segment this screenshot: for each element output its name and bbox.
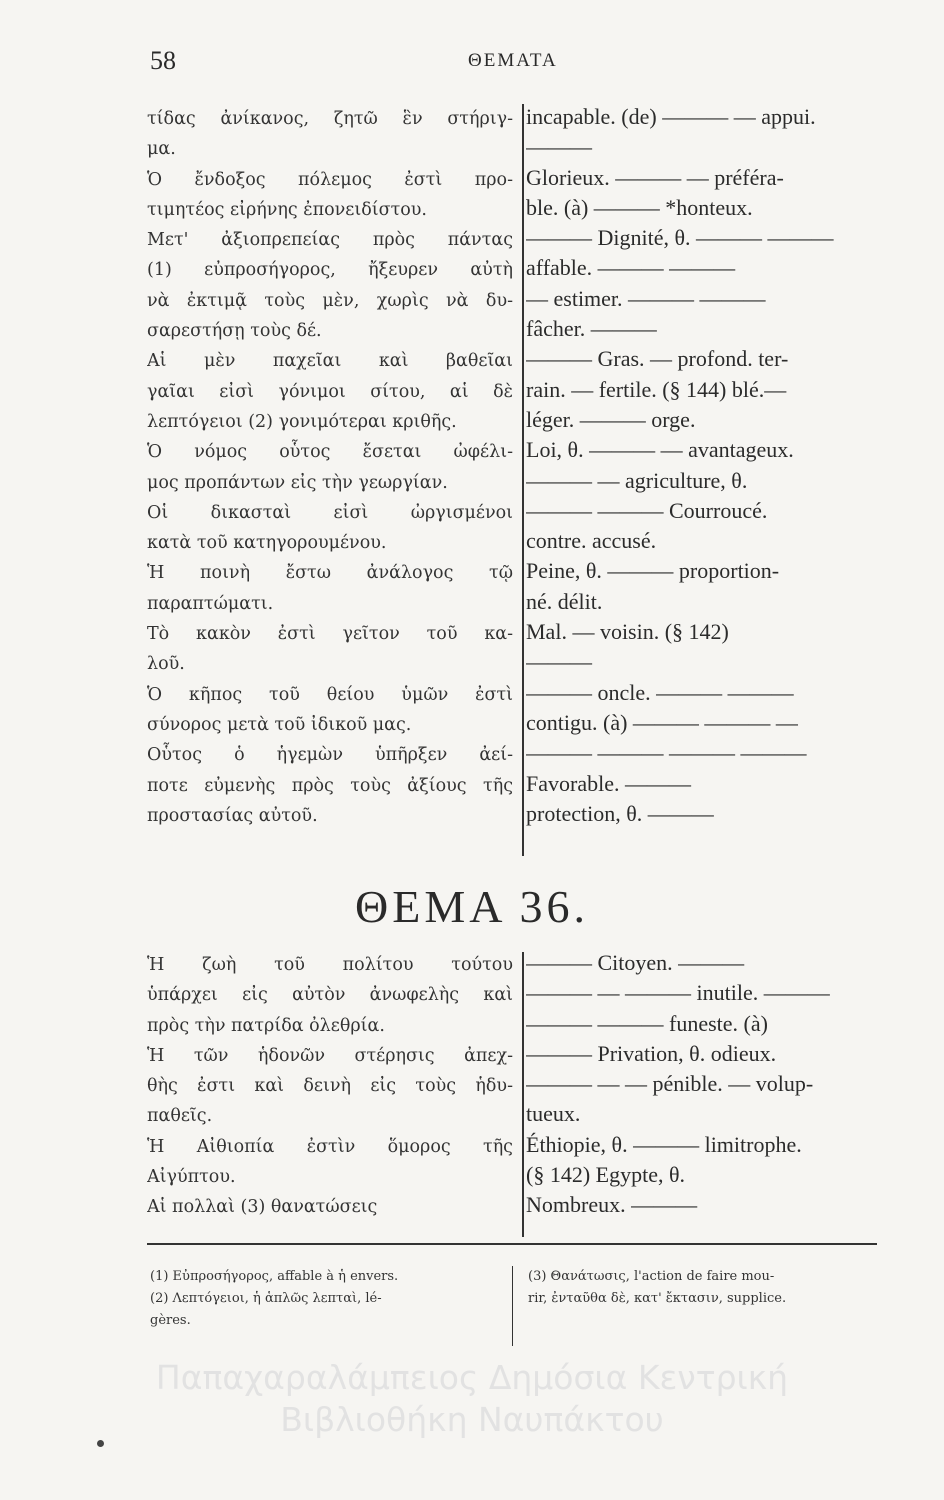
french-gloss-line: ——— Gras. — profond. ter- — [526, 346, 789, 372]
french-gloss-line: ——— — ——— inutile. ——— — [526, 980, 830, 1006]
french-gloss-line: protection, θ. ——— — [526, 800, 714, 826]
greek-text-line: Αἱ πολλαὶ (3) θανατώσεις — [147, 1197, 378, 1218]
french-column-bottom — [526, 948, 876, 1221]
greek-text-line: λεπτόγειοι (2) γονιμότεραι κριθῆς. — [147, 411, 457, 432]
footnote-divider — [512, 1266, 513, 1346]
french-gloss-line: Favorable. ——— — [526, 770, 691, 796]
greek-text-line: παραπτώματι. — [147, 593, 274, 614]
french-gloss-line: ——— ——— funeste. (à) — [526, 1010, 768, 1036]
french-gloss-line: ——— ——— Courroucé. — [526, 497, 768, 523]
greek-text-line: (1) εὐπροσήγορος, ἤξευρεν αὐτὴ — [147, 260, 513, 281]
french-gloss-line: Glorieux. ——— — préféra- — [526, 164, 784, 190]
footnote-line: rir, ἐνταῦθα δὲ, κατ' ἔκτασιν, supplice. — [528, 1291, 787, 1306]
french-gloss-line: ——— oncle. ——— ——— — [526, 679, 794, 705]
greek-text-line: τίδας ἀνίκανος, ζητῶ ἓν στήριγ- — [147, 109, 513, 129]
greek-text-line: μος προπάντων εἰς τὴν γεωργίαν. — [147, 472, 448, 493]
french-gloss-line: rain. — fertile. (§ 144) blé.— — [526, 376, 787, 402]
greek-column-bottom — [147, 950, 513, 1223]
french-gloss-line: Mal. — voisin. (§ 142) — [526, 619, 729, 645]
french-gloss-line: ——— — agriculture, θ. — [526, 467, 748, 493]
french-gloss-line: léger. ——— orge. — [526, 406, 696, 432]
footnotes-right — [528, 1266, 878, 1310]
greek-text-line: σύνορος μετὰ τοῦ ἰδικοῦ μας. — [147, 714, 412, 735]
greek-text-line: Ὁ ἔνδοξος πόλεμος ἐστὶ προ- — [147, 169, 513, 190]
french-gloss-line: Éthiopie, θ. ——— limitrophe. — [526, 1131, 802, 1157]
section-title: ΘΕΜΑ 36. — [355, 881, 589, 932]
french-gloss-line: ——— Privation, θ. odieux. — [526, 1040, 777, 1066]
margin-dot — [97, 1440, 104, 1447]
page-number: 58 — [150, 46, 176, 75]
greek-text-line: Αἰγύπτου. — [147, 1167, 236, 1188]
french-gloss-line: incapable. (de) ——— — appui. — [526, 104, 816, 129]
footnote-line: (2) Λεπτόγειοι, ἡ ἁπλῶς λεπταὶ, lé- — [150, 1291, 382, 1306]
french-gloss-line: né. délit. — [526, 588, 603, 614]
greek-text-line: παθεῖς. — [147, 1106, 213, 1127]
french-gloss-line: ——— Dignité, θ. ——— ——— — [526, 225, 834, 251]
greek-text-line: Ἡ Αἰθιοπία ἐστὶν ὅμορος τῆς — [147, 1136, 513, 1157]
footnote-rule — [147, 1243, 877, 1245]
french-gloss-line: (§ 142) Egypte, θ. — [526, 1162, 686, 1188]
french-gloss-line: Peine, θ. ——— proportion- — [526, 558, 780, 584]
library-watermark-line1: Παπαχαραλάμπειος Δημόσια Κεντρική — [155, 1358, 789, 1397]
french-gloss-line: — estimer. ——— ——— — [526, 285, 766, 311]
french-gloss-line: fâcher. ——— — [526, 316, 657, 342]
greek-text-line: ὑπάρχει εἰς αὐτὸν ἀνωφελὴς καὶ — [147, 985, 513, 1006]
french-column-top — [526, 102, 876, 829]
greek-text-line: γαῖαι εἰσὶ γόνιμοι σίτου, αἱ δὲ — [147, 381, 513, 402]
greek-text-line: Οἱ δικασταὶ εἰσὶ ὠργισμένοι — [147, 502, 513, 523]
library-watermark-line2: Βιβλιοθήκη Ναυπάκτου — [280, 1400, 664, 1439]
greek-text-line: Ὁ κῆπος τοῦ θείου ὑμῶν ἐστὶ — [147, 684, 513, 705]
french-gloss-line: tueux. — [526, 1101, 581, 1127]
column-divider-top — [522, 104, 524, 856]
greek-text-line: Τὸ κακὸν ἐστὶ γεῖτον τοῦ κα- — [147, 624, 513, 645]
greek-text-line: θὴς ἐστι καὶ δεινὴ εἰς τοὺς ἡδυ- — [147, 1076, 513, 1097]
greek-text-line: πρὸς τὴν πατρίδα ὀλεθρία. — [147, 1015, 385, 1036]
french-gloss-line: contigu. (à) ——— ——— — — [526, 709, 798, 735]
greek-text-line: κατὰ τοῦ κατηγορουμένου. — [147, 533, 387, 554]
greek-text-line: ποτε εὐμενὴς πρὸς τοὺς ἀξίους τῆς — [147, 775, 513, 796]
greek-text-line: Ἡ ποινὴ ἔστω ἀνάλογος τῷ — [147, 563, 513, 584]
greek-text-line: τιμητέος εἰρήνης ἐπονειδίστου. — [147, 199, 427, 220]
column-divider-bottom — [522, 952, 524, 1237]
french-gloss-line: ble. (à) ——— *honteux. — [526, 194, 753, 220]
greek-text-line: προστασίας αὐτοῦ. — [147, 805, 318, 826]
french-gloss-line: affable. ——— ——— — [526, 255, 736, 281]
greek-text-line: μα. — [147, 139, 176, 160]
running-head: ΘΕΜΑΤΑ — [468, 50, 558, 71]
french-gloss-line: ——— Citoyen. ——— — [526, 950, 745, 975]
greek-text-line: Ἡ τῶν ἡδονῶν στέρησις ἀπεχ- — [147, 1045, 513, 1066]
french-gloss-line: Nombreux. ——— — [526, 1192, 698, 1218]
footnote-line: (3) Θανάτωσις, l'action de faire mou- — [528, 1269, 775, 1284]
greek-column-top — [147, 104, 513, 831]
french-gloss-line: ——— — [526, 649, 592, 675]
greek-text-line: Μετ' ἀξιοπρεπείας πρὸς πάντας — [147, 230, 513, 251]
greek-text-line: Ἡ ζωὴ τοῦ πολίτου τούτου — [147, 955, 513, 975]
greek-text-line: Ὁ νόμος οὗτος ἔσεται ὠφέλι- — [147, 442, 513, 463]
greek-text-line: Αἱ μὲν παχεῖαι καὶ βαθεῖαι — [147, 351, 513, 372]
footnote-line: (1) Εὐπροσήγορος, affable à ἡ envers. — [150, 1269, 399, 1284]
footnote-line: gères. — [150, 1313, 191, 1328]
french-gloss-line: Loi, θ. ——— — avantageux. — [526, 437, 794, 463]
footnotes-left — [150, 1266, 500, 1332]
greek-text-line: νὰ ἐκτιμᾷ τοὺς μὲν, χωρὶς νὰ δυ- — [147, 290, 513, 311]
page-header — [0, 46, 944, 78]
french-gloss-line: ——— — [526, 134, 592, 160]
french-gloss-line: ——— ——— ——— ——— — [526, 740, 807, 766]
greek-text-line: Οὗτος ὁ ἡγεμὼν ὑπῆρξεν ἀεί- — [147, 745, 513, 766]
french-gloss-line: ——— — — pénible. — volup- — [526, 1071, 814, 1097]
greek-text-line: σαρεστήσῃ τοὺς δέ. — [147, 321, 322, 342]
greek-text-line: λοῦ. — [147, 654, 185, 675]
french-gloss-line: contre. accusé. — [526, 528, 657, 554]
